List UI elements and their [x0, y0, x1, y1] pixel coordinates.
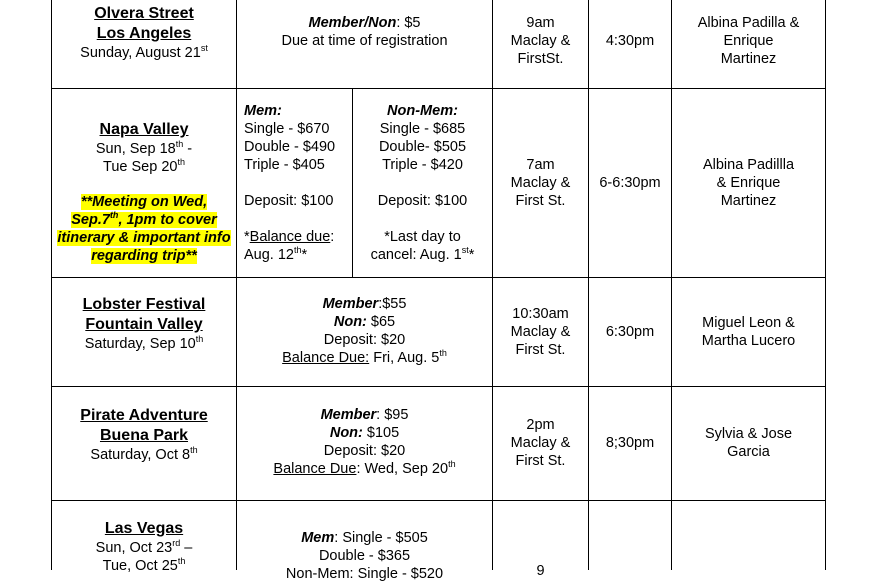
nonmember-pricing: Non-Mem: Single - $685 Double- $505 Triple - $420 Deposit: $100 *Last day to cancel: Aug. 1st* [370, 103, 475, 263]
trip-leaders: Miguel Leon & Martha Lucero [701, 315, 796, 349]
trip-row-olvera [52, 4, 236, 62]
departure-info: 2pm Maclay & First St. [510, 417, 571, 469]
table-border-left [51, 0, 52, 570]
column-divider [671, 0, 672, 570]
trip-location: Los Angeles [96, 25, 192, 42]
trip-price: Member: $95 Non: $105 Deposit: $20 Balance Due: Wed, Sep 20th [273, 407, 456, 477]
trip-price: Member/Non: $5 Due at time of registration [237, 14, 492, 50]
return-time: 8;30pm [605, 435, 655, 451]
row-divider [51, 88, 826, 89]
trip-row-vegas [52, 519, 236, 575]
trip-row-napa [52, 120, 236, 265]
meeting-note: **Meeting on Wed, Sep.7th, 1pm to cover itinerary & important info regarding trip** [57, 194, 231, 264]
trip-date: Sunday, August 21st [80, 43, 208, 61]
trip-title: Napa Valley [99, 121, 189, 138]
price-note: Due at time of registration [281, 33, 448, 49]
trip-leaders: Albina Padillla & Enrique Martinez [702, 157, 795, 209]
trip-location: Buena Park [99, 427, 189, 444]
trip-date: Saturday, Oct 8th [90, 445, 198, 463]
trip-title: Lobster Festival [82, 296, 206, 313]
departure-info: 7am Maclay & First St. [510, 157, 571, 209]
trip-date: Tue Sep 20th [103, 157, 185, 175]
column-divider [236, 0, 237, 570]
trip-row-pirate [52, 406, 236, 464]
row-divider [51, 500, 826, 501]
return-time: 6:30pm [605, 324, 655, 340]
trip-title: Olvera Street [94, 5, 194, 22]
trip-location: Fountain Valley [85, 316, 203, 333]
trip-leaders: Albina Padilla & Enrique Martinez [697, 15, 800, 67]
column-divider [492, 0, 493, 570]
departure-info: 9 [536, 563, 545, 579]
trip-price: Mem: Single - $505 Double - $365 Non-Mem: Single - $520 [285, 530, 444, 582]
table-border-right [825, 0, 826, 570]
trip-price: Member:$55 Non: $65 Deposit: $20 Balance Due: Fri, Aug. 5th [282, 296, 447, 366]
trip-title: Las Vegas [104, 520, 184, 537]
departure-info: 10:30am Maclay & First St. [510, 306, 571, 358]
member-pricing: Mem: Single - $670 Double - $490 Triple - $405 Deposit: $100 *Balance due: Aug. 12th* [244, 103, 336, 263]
trip-date: Sun, Oct 23rd – [95, 538, 193, 556]
departure-info: 9am Maclay & FirstSt. [510, 15, 571, 67]
return-time: 4:30pm [605, 33, 655, 49]
trip-leaders: Sylvia & Jose Garcia [704, 426, 793, 460]
trip-date: Sun, Sep 18th - [95, 139, 193, 157]
row-divider [51, 386, 826, 387]
return-time: 6-6:30pm [599, 175, 661, 191]
trip-row-lobster [52, 295, 236, 353]
column-divider [588, 0, 589, 570]
trip-title: Pirate Adventure [80, 407, 208, 424]
row-divider [51, 277, 826, 278]
trip-date: Tue, Oct 25th [102, 556, 186, 574]
trip-date: Saturday, Sep 10th [84, 334, 204, 352]
